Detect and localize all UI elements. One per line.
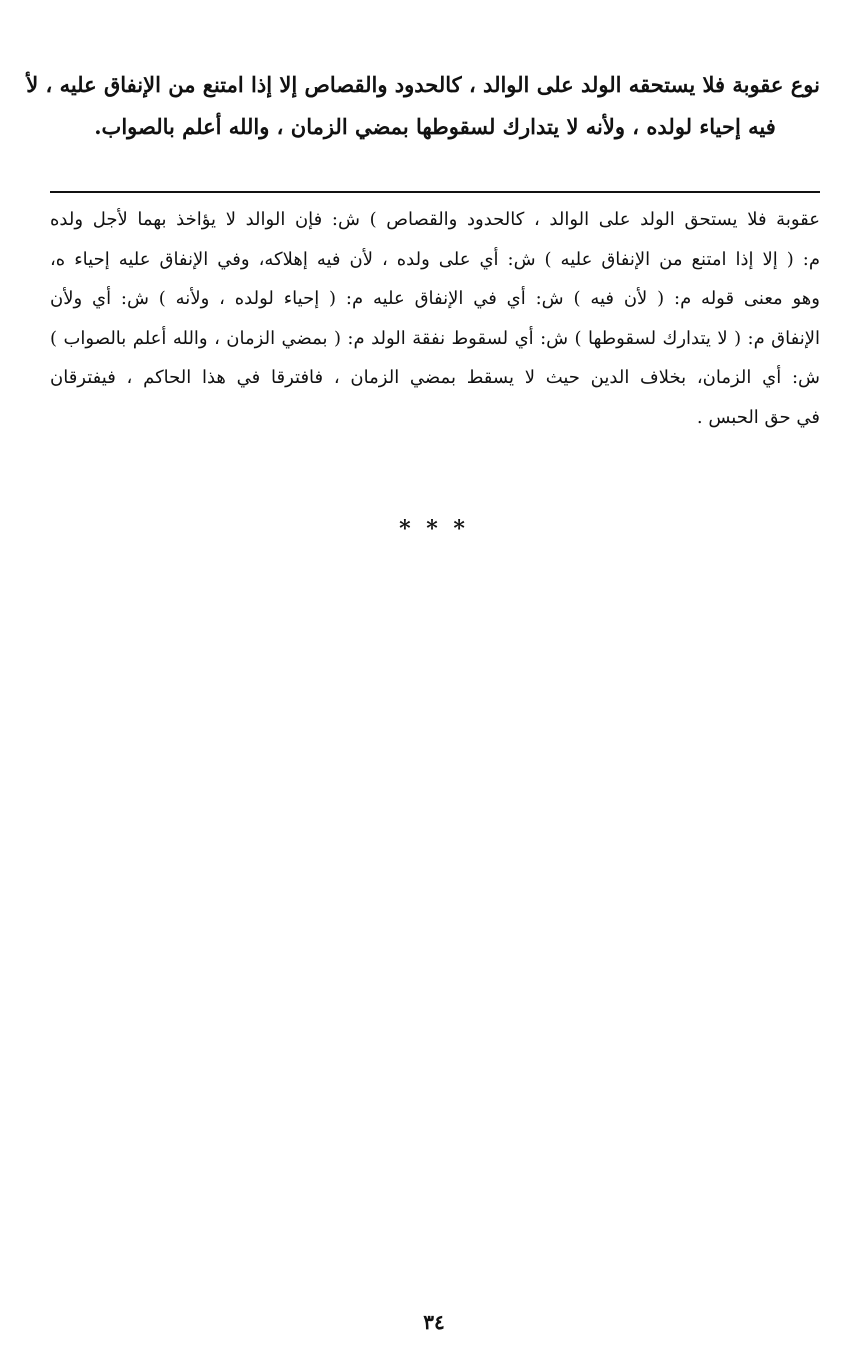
page-number: ٣٤ <box>423 1310 445 1334</box>
commentary-line-2: م: ( إلا إذا امتنع من الإنفاق عليه ) ش: أي على ولده ، لأن فيه إهلاكه، وفي الإنفاق عليه إحياء ه، <box>50 248 820 270</box>
main-text-line-1: نوع عقوبة فلا يستحقه الولد على الوالد ، كالحدود والقصاص إلا إذا امتنع من الإنفاق عليه ، لأ <box>26 72 820 97</box>
section-separator-stars: * * * <box>399 516 469 542</box>
commentary-line-5: ش: أي الزمان، بخلاف الدين حيث لا يسقط بمضي الزمان ، فافترقا في هذا الحاكم ، فيفترقان <box>50 367 820 388</box>
footnote-divider <box>50 191 820 193</box>
commentary-line-6: في حق الحبس . <box>696 406 820 428</box>
commentary-line-4: الإنفاق م: ( لا يتدارك لسقوطها ) ش: أي لسقوط نفقة الولد م: ( بمضي الزمان ، والله أعلم بالصواب ) <box>50 327 820 349</box>
main-text-line-2: فيه إحياء لولده ، ولأنه لا يتدارك لسقوطها بمضي الزمان ، والله أعلم بالصواب. <box>94 114 776 139</box>
commentary-line-3: وهو معنى قوله م: ( لأن فيه ) ش: أي في الإنفاق عليه م: ( إحياء لولده ، ولأنه ) ش: أي ولأن <box>50 288 820 309</box>
commentary-line-1: عقوبة فلا يستحق الولد على الوالد ، كالحدود والقصاص ) ش: فإن الوالد لا يؤاخذ بهما لأجل ولده <box>50 209 820 230</box>
commentary-block <box>50 200 820 437</box>
main-text-block <box>26 64 820 148</box>
